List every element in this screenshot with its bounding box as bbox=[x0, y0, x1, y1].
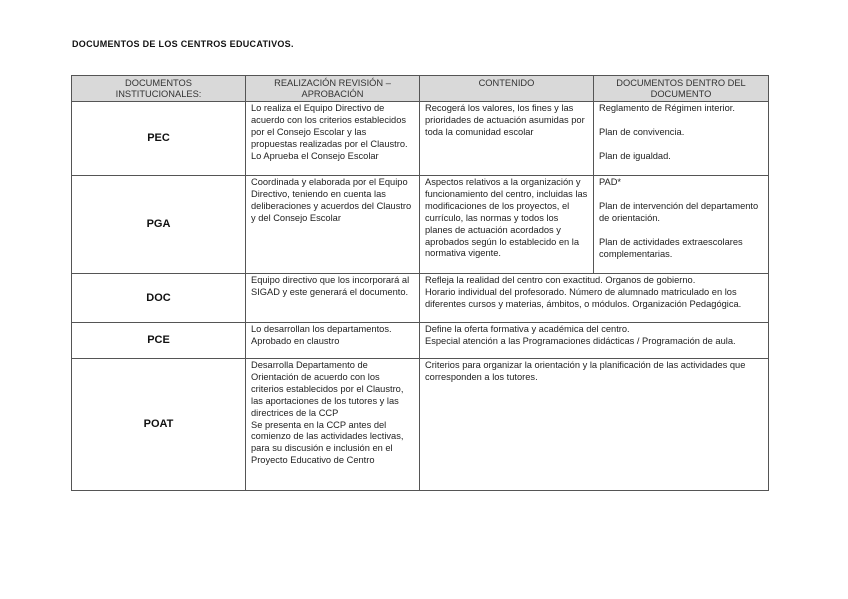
doc-item: Plan de actividades extraescolares complementarias. bbox=[599, 236, 743, 259]
doc-item: Reglamento de Régimen interior. bbox=[599, 103, 735, 113]
table-row bbox=[72, 274, 769, 323]
table-header-row bbox=[72, 76, 769, 102]
cell-contenido: Aspectos relativos a la organización y funcionamiento del centro, incluidas las modificaciones de los proyectos, el currículo, las normas y todos los planes de actuación acordados y aprobados según lo establecido en la normativa vigente. bbox=[420, 176, 594, 274]
doc-item: Plan de intervención del departamento de orientación. bbox=[599, 200, 759, 223]
table-row bbox=[72, 176, 769, 274]
row-name-pce: PCE bbox=[72, 323, 246, 359]
table-row bbox=[72, 323, 769, 359]
documents-table bbox=[71, 75, 769, 491]
cell-documentos bbox=[594, 176, 769, 274]
cell-contenido: Refleja la realidad del centro con exactitud. Organos de gobierno. Horario individual del profesorado. Número de alumnado matriculado en los diferentes cursos y materias, ámbitos, o módulos. Organización Pedagógica. bbox=[420, 274, 769, 323]
cell-documentos bbox=[594, 102, 769, 176]
cell-realizacion: Coordinada y elaborada por el Equipo Directivo, teniendo en cuenta las deliberaciones y acuerdos del Claustro y del Consejo Escolar bbox=[246, 176, 420, 274]
cell-realizacion: Equipo directivo que los incorporará al SIGAD y este generará el documento. bbox=[246, 274, 420, 323]
header-documentos-dentro: DOCUMENTOS DENTRO DEL DOCUMENTO bbox=[594, 76, 769, 102]
doc-item: PAD* bbox=[599, 177, 622, 187]
cell-realizacion: Desarrolla Departamento de Orientación de acuerdo con los criterios establecidos por el Claustro, las aportaciones de los tutores y las directrices de la CCP Se presenta en la CCP antes del comienzo de las actividades lectivas, para su discusión e inclusión en el Proyecto Educativo de Centro bbox=[246, 359, 420, 491]
cell-realizacion: Lo desarrollan los departamentos. Aprobado en claustro bbox=[246, 323, 420, 359]
row-name-doc: DOC bbox=[72, 274, 246, 323]
cell-contenido: Define la oferta formativa y académica del centro. Especial atención a las Programaciones didácticas / Programación de aula. bbox=[420, 323, 769, 359]
doc-item: Plan de igualdad. bbox=[599, 150, 671, 161]
cell-contenido: Criterios para organizar la orientación y la planificación de las actividades que corresponden a los tutores. bbox=[420, 359, 769, 491]
header-contenido: CONTENIDO bbox=[420, 76, 594, 102]
row-name-pec: PEC bbox=[72, 102, 246, 176]
header-realizacion: REALIZACIÓN REVISIÓN – APROBACIÓN bbox=[246, 76, 420, 102]
cell-contenido: Recogerá los valores, los fines y las prioridades de actuación asumidas por toda la comunidad escolar bbox=[420, 102, 594, 176]
row-name-pga: PGA bbox=[72, 176, 246, 274]
doc-item: Plan de convivencia. bbox=[599, 126, 685, 137]
cell-realizacion: Lo realiza el Equipo Directivo de acuerdo con los criterios establecidos por el Consejo Escolar y las propuestas realizadas por el Claustro. Lo Aprueba el Consejo Escolar bbox=[246, 102, 420, 176]
table-row bbox=[72, 102, 769, 176]
document-title: DOCUMENTOS DE LOS CENTROS EDUCATIVOS. bbox=[72, 39, 294, 49]
row-name-poat: POAT bbox=[72, 359, 246, 491]
table-row bbox=[72, 359, 769, 491]
header-documentos-institucionales: DOCUMENTOS INSTITUCIONALES: bbox=[72, 76, 246, 102]
